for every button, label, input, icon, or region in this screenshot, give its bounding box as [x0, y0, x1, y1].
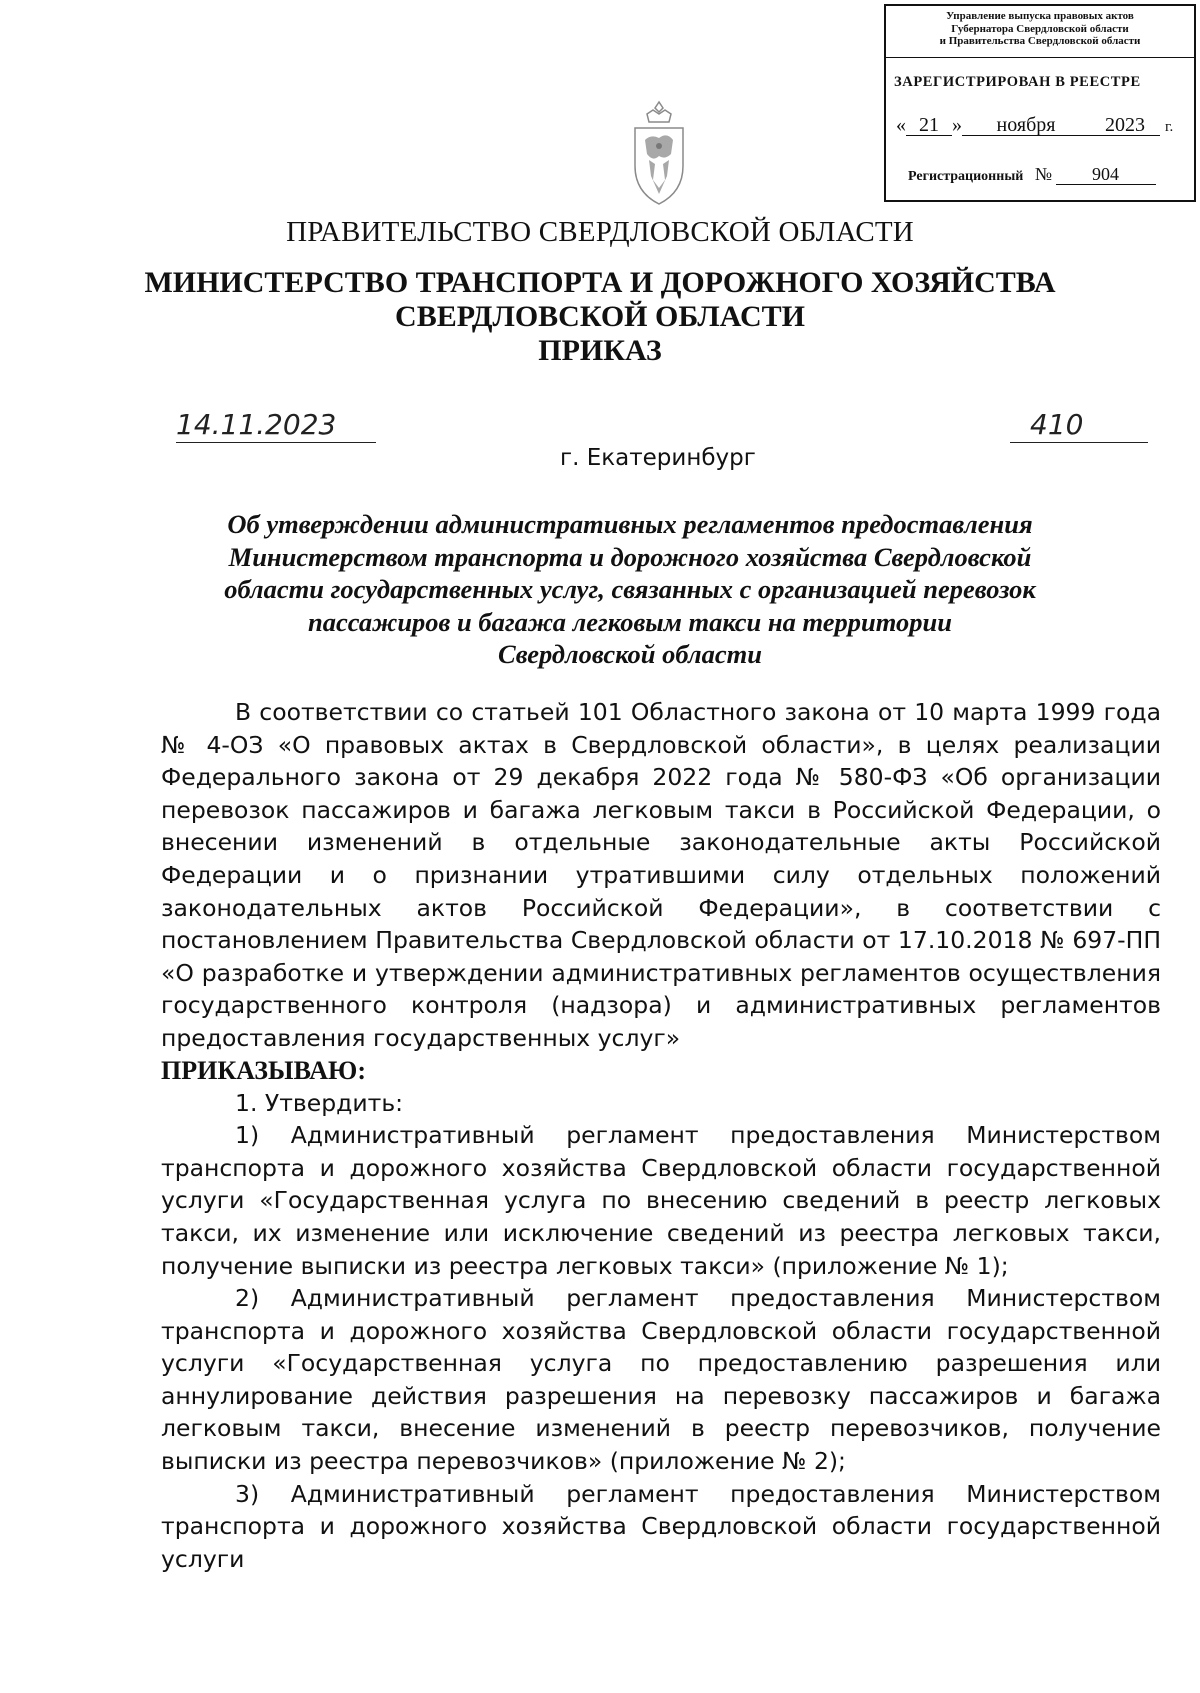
stamp-number-sign: №: [1034, 164, 1053, 184]
subject-line: Об утверждении административных регламентов предоставления: [227, 509, 1033, 539]
ministry-name-line1: МИНИСТЕРСТВО ТРАНСПОРТА И ДОРОЖНОГО ХОЗЯЙСТВА: [144, 266, 1056, 299]
registration-stamp: [884, 4, 1196, 202]
stamp-year-suffix: г.: [1165, 119, 1174, 135]
stamp-issuer-line: и Правительства Свердловской области: [939, 35, 1141, 47]
ministry-name-line2: СВЕРДЛОВСКОЙ ОБЛАСТИ: [395, 300, 805, 333]
stamp-issuer-line: Управление выпуска правовых актов: [946, 10, 1134, 22]
item-regulation-2: 2) Административный регламент предоставления Министерством транспорта и дорожного хозяйства Свердловской области государственной услуги «Государственная услуга по предоставлению разрешения или аннулирование действия разрешения на перевозку пассажиров и багажа легковым такси, внесение изменений в реестр перевозчиков, получение выписки из реестра перевозчиков» (приложение № 2);: [161, 1284, 1161, 1476]
coat-of-arms-emblem: [625, 100, 693, 206]
subject-line: пассажиров и багажа легковым такси на территории: [308, 606, 952, 637]
city: г. Екатеринбург: [560, 445, 756, 471]
stamp-issuer: [886, 6, 1194, 58]
subject-line: Свердловской области: [498, 639, 762, 669]
government-name: ПРАВИТЕЛЬСТВО СВЕРДЛОВСКОЙ ОБЛАСТИ: [286, 216, 914, 248]
ministry-block: [0, 266, 1200, 368]
stamp-month: ноября: [962, 115, 1090, 136]
stamp-open-quote: «: [896, 114, 906, 136]
item-regulation-3: 3) Административный регламент предоставления Министерством транспорта и дорожного хозяйства Свердловской области государственной услуги: [161, 1479, 1161, 1573]
handwritten-number: [1010, 408, 1148, 443]
stamp-close-quote: »: [952, 114, 962, 136]
order-directive: ПРИКАЗЫВАЮ:: [161, 1055, 366, 1085]
subject-line: области государственных услуг, связанных с организацией перевозок: [224, 574, 1036, 604]
stamp-number-value: 904: [1056, 164, 1156, 185]
document-subject: [190, 508, 1070, 671]
preamble-paragraph: В соответствии со статьей 101 Областного закона от 10 марта 1999 года № 4-ОЗ «О правовых актах в Свердловской области», в целях реализации Федерального закона от 29 декабря 2022 года № 580-ФЗ «Об организации перевозок пассажиров и багажа легковым такси в Российской Федерации, о внесении изменений в отдельные законодательные акты Российской Федерации и о признании утратившими силу отдельных положений законодательных актов Российской Федерации», в соответствии с постановлением Правительства Свердловской области от 17.10.2018 № 697-ПП «О разработке и утверждении административных регламентов осуществления государственного контроля (надзора) и административных регламентов предоставления государственных услуг»: [161, 698, 1161, 1052]
handwritten-date: 14.11.2023: [176, 408, 376, 443]
stamp-date: [896, 114, 1173, 137]
stamp-title: ЗАРЕГИСТРИРОВАН В РЕЕСТРЕ: [894, 74, 1141, 90]
document-type: ПРИКАЗ: [538, 334, 662, 367]
stamp-issuer-line: Губернатора Свердловской области: [951, 22, 1129, 35]
stamp-year: 2023: [1090, 115, 1160, 136]
stamp-day: 21: [906, 115, 952, 136]
stamp-reg-number: [908, 164, 1156, 185]
handwritten-number-value: 410: [1030, 408, 1084, 441]
stamp-number-label: Регистрационный: [908, 169, 1024, 184]
item-regulation-1: 1) Административный регламент предоставления Министерством транспорта и дорожного хозяйства Свердловской области государственной услуги «Государственная услуга по внесению сведений в реестр легковых такси, их изменение или исключение сведений из реестра легковых такси, получение выписки из реестра легковых такси» (приложение № 1);: [161, 1121, 1161, 1280]
subject-line: Министерством транспорта и дорожного хозяйства Свердловской: [228, 541, 1032, 572]
document-body: [161, 696, 1161, 1575]
item-approve: 1. Утвердить:: [235, 1088, 404, 1117]
